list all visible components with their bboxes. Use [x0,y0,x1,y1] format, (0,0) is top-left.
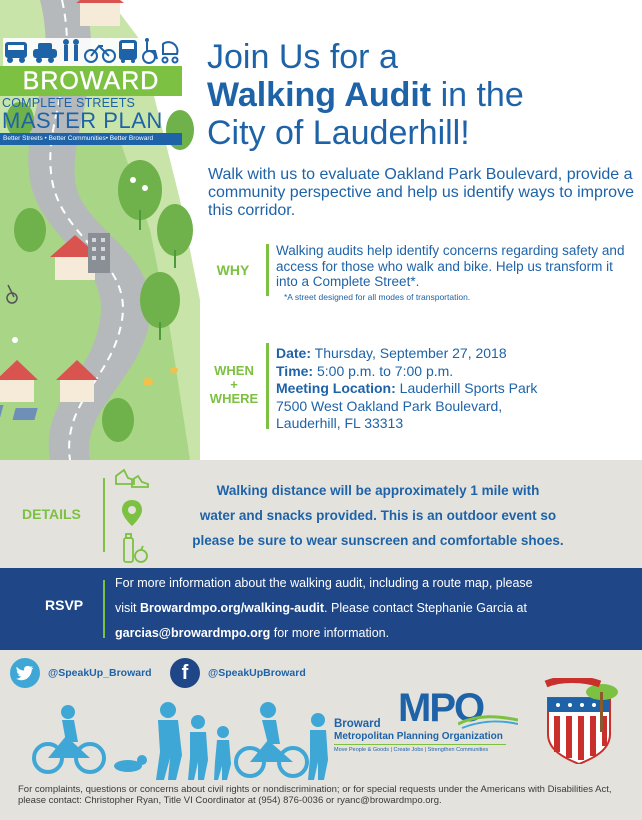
address-line1: 7500 West Oakland Park Boulevard, [276,397,503,414]
water-apple-icon [124,534,147,562]
mpo-org-text: Metropolitan Planning Organization [334,731,503,742]
mpo-broward-text: Broward [334,718,381,730]
mpo-big-text: MPO [398,686,484,730]
rsvp-line3-post: for more information. [270,626,390,640]
logo-master-plan-text: MASTER PLAN [2,108,163,133]
rsvp-section [0,568,642,650]
mpo-tagline: Move People & Goods | Create Jobs | Strengthen Communities [334,747,489,753]
page-headline [207,38,637,152]
facebook-handle: @SpeakUpBroward [208,667,306,679]
time-value: 5:00 p.m. to 7:00 p.m. [313,362,454,379]
why-text: Walking audits help identify concerns regarding safety and access for those who walk and bike. Help us transform it into a Complete Street*. [276,243,625,289]
location-label: Meeting Location: [276,380,396,396]
rsvp-label: RSVP [45,597,84,613]
when-label-line2: + [230,377,238,392]
headline-bold: Walking Audit [207,76,432,114]
details-label: DETAILS [22,506,81,522]
mpo-swoosh-graphic [458,714,518,730]
mpo-rule [334,744,506,745]
facebook-icon: f [170,658,200,688]
date-value: Thursday, September 27, 2018 [311,345,507,361]
logo-tagline: Better Streets • Better Communities• Better Broward [0,133,182,145]
rsvp-text [115,571,635,646]
date-label: Date: [276,345,312,361]
details-line3: please be sure to wear sunscreen and comfortable shoes. [192,533,564,548]
logo-broward-text: BROWARD [0,66,182,96]
details-section [0,460,642,568]
address-line2: Lauderhill, FL 33313 [276,415,404,431]
rsvp-divider [103,580,105,638]
location-pin-icon [122,500,142,526]
broward-mpo-logo [330,686,530,766]
headline-part2: in the [431,76,524,114]
why-divider [266,244,269,296]
details-line1: Walking distance will be approximately 1 mile with [216,483,540,498]
why-label: WHY [216,262,250,278]
walking-audit-link[interactable]: Browardmpo.org/walking-audit [140,601,325,615]
bottom-section [0,650,642,820]
why-footnote: *A street designed for all modes of transportation. [284,292,471,302]
shoes-icon [116,470,148,487]
headline-part3: City of Lauderhill! [207,114,470,152]
when-label-line1: WHEN [214,363,254,378]
details-text [168,478,588,553]
headline-part1: Join Us for a [207,38,398,76]
rsvp-line2-post: . Please contact Stephanie Garcia at [324,601,527,615]
details-line2: water and snacks provided. This is an outdoor event so [199,508,557,523]
when-label-line3: WHERE [209,391,259,406]
rsvp-line2-pre: visit [115,601,140,615]
twitter-handle: @SpeakUp_Broward [48,667,152,679]
time-label: Time: [276,362,314,379]
broward-complete-streets-logo [0,36,182,140]
lauderhill-all-america-city-logo [540,678,618,764]
transportation-icons [3,36,179,66]
details-icons [112,460,152,568]
location-value: Lauderhill Sports Park [395,380,538,396]
when-divider [266,343,269,429]
footer-notice: For complaints, questions or concerns about civil rights or nondiscrimination; or for special requests under the Americans with Disabilities Act, please contact: Christopher Ryan, Title VI Coordinator at (954) 876-0036 or ryanc@browardmpo.org. [18,784,612,806]
rsvp-email-link[interactable]: garcias@browardmpo.org [115,626,271,640]
logo-complete-streets-text: COMPLETE STREETS [2,96,136,110]
rsvp-line1: For more information about the walking audit, including a route map, please [115,576,533,590]
intro-paragraph: Walk with us to evaluate Oakland Park Boulevard, provide a community perspective and help us identify ways to improve this corridor. [208,166,634,219]
details-divider [103,478,105,552]
when-where-label [200,364,268,406]
people-silhouettes-graphic [18,680,338,780]
when-where-details [276,345,636,433]
